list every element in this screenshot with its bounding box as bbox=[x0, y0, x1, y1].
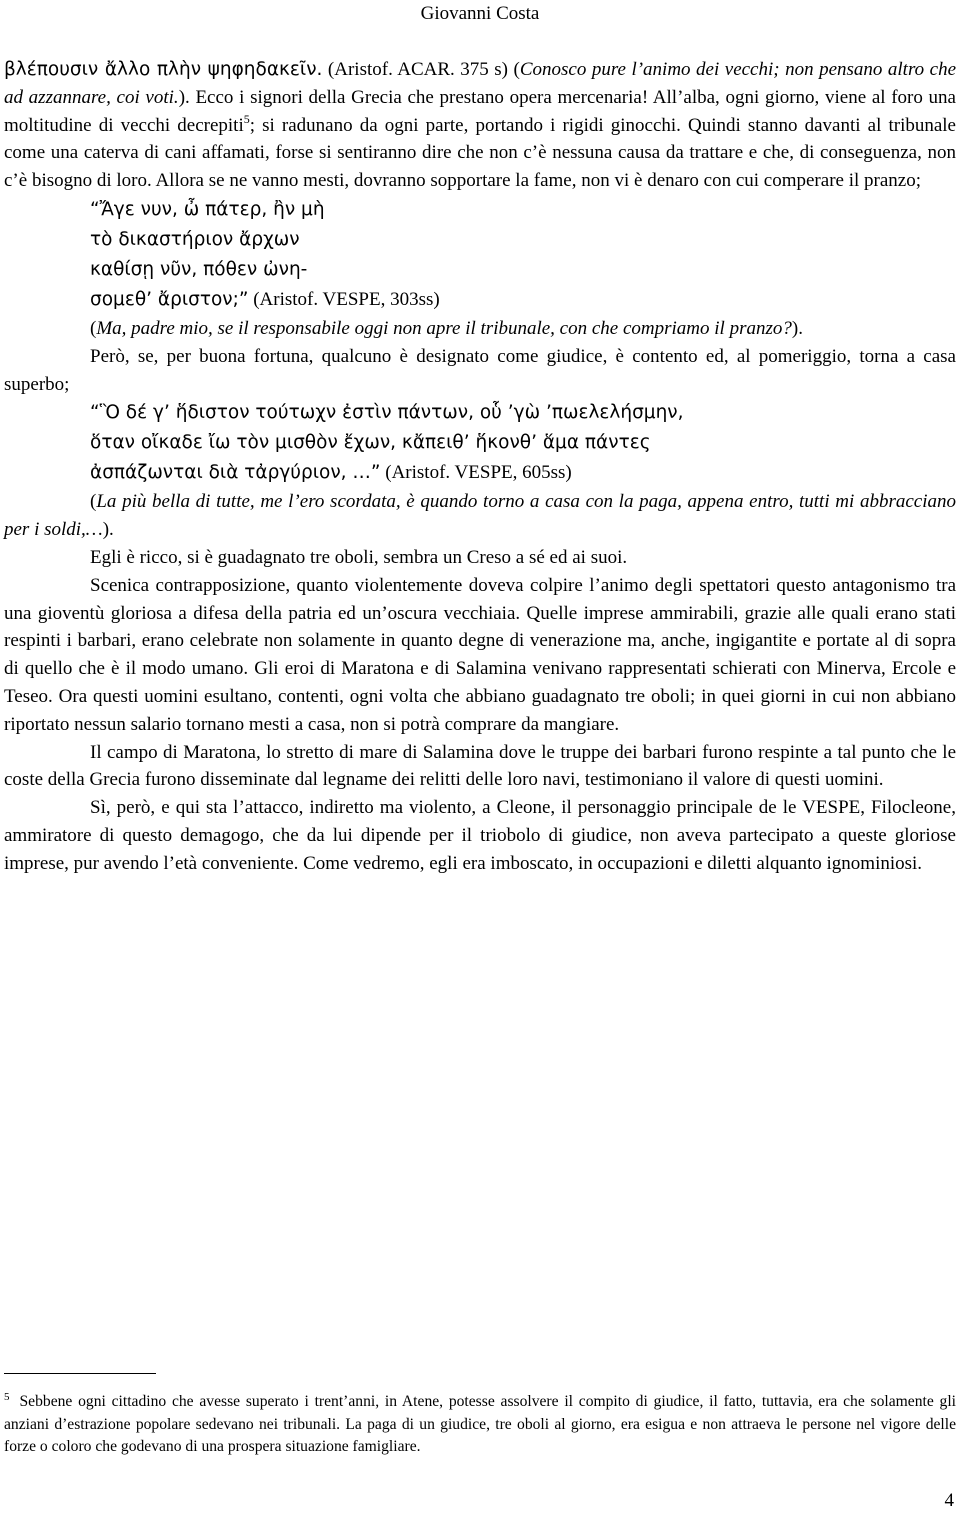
translation-paragraph: (Ma, padre mio, se il responsabile oggi non apre il tribunale, con che compriamo il pranzo?). bbox=[90, 317, 803, 339]
verse-line-with-citation bbox=[4, 285, 956, 315]
paragraph-text: ; si radunano da ogni parte, portando i rigidi ginocchi. Quindi stanno davanti al tribunale come una caterva di cani affamati, forse si sentiranno dire che non c’è nessuna causa da trattare e che, di conseguenza, non c’è bisogno di loro. Allora se ne vanno mesti, dovranno sopportare la fame, non vi è denaro con cui comperare il pranzo; bbox=[4, 114, 956, 192]
footnote bbox=[4, 1391, 956, 1459]
verse-line: τὸ δικαστήριον ἄρχων bbox=[90, 228, 300, 250]
citation-vespe-303: (Aristof. VESPE, 303ss) bbox=[248, 288, 440, 310]
running-header: Giovanni Costa bbox=[420, 3, 540, 24]
verse-line-with-citation bbox=[4, 458, 956, 488]
translation-paragraph: (La più bella di tutte, me l’ero scordata, è quando torno a casa con la paga, appena entro, tutti mi abbracciano per i soldi,…). bbox=[4, 491, 956, 541]
paragraph: Egli è ricco, si è guadagnato tre oboli, sembra un Creso a sé ed ai suoi. bbox=[90, 546, 628, 568]
verse-line: “Ἄγε νυν, ὦ πάτερ, ἢν μὴ bbox=[90, 198, 325, 220]
paragraph: Però, se, per buona fortuna, qualcuno è designato come giudice, è contento ed, al pomeriggio, torna a casa superbo; bbox=[4, 345, 956, 395]
italic-translation-vespe-303: Ma, padre mio, se il responsabile oggi non apre il tribunale, con che compriamo il pranzo? bbox=[96, 317, 792, 339]
footnote-mark: 5 bbox=[4, 1391, 10, 1403]
paragraph-opening bbox=[4, 56, 956, 195]
italic-translation-acarnesi: Conosco pure l’animo dei vecchi; non pensano altro che ad azzannare, coi voti. bbox=[4, 59, 957, 108]
greek-verse-block bbox=[4, 195, 956, 315]
paragraph: Scenica contrapposizione, quanto violentemente doveva colpire l’animo degli spettatori questo antagonismo tra una gioventù gloriosa a difesa della patria ed un’oscura vecchiaia. Quelle imprese ammirabili, grazie alle quali erano stati respinti i barbari, erano celebrate non solamente in quanto degne di venerazione ma, anche, ingigantite e portate al di sopra di quello che è il modo umano. Gli eroi di Maratona e di Salamina venivano rappresentati schierati con Minerva, Ercole e Teseo. Ora questi uomini esultano, contenti, ogni volta che abbiano guadagnato tre oboli; in quei giorni in cui non abbiano riportato nessun salario tornano mesti a casa, non si potrà comprare da mangiare. bbox=[4, 574, 956, 735]
citation-vespe-605: (Aristof. VESPE, 605ss) bbox=[380, 462, 572, 484]
greek-verse-block bbox=[4, 398, 956, 488]
verse-text: σομεθ’ ἄριστον;” bbox=[90, 288, 249, 310]
paragraph: Sì, però, e qui sta l’attacco, indiretto ma violento, a Cleone, il personaggio principale de le VESPE, Filocleone, ammiratore di questo demagogo, che da lui dipende per il triobolo di giudice, non aveva partecipato a queste gloriose imprese, pur avendo l’età conveniente. Come vedremo, egli era imboscato, in occupazioni e diletti alquanto ignominiosi. bbox=[4, 797, 956, 874]
footnote-text: Sebbene ogni cittadino che avesse superato i trent’anni, in Atene, potesse assolvere il compito di giudice, il fatto, tuttavia, era che solamente gli anziani d’estrazione popolare sedevano nei tribunali. La paga di un giudice, tre oboli al giorno, era esigua e non attraeva le persone nel vigore delle forze o coloro che godevano di una prospera situazione famigliare. bbox=[4, 1393, 956, 1456]
verse-line: “Ὃ δέ γ’ ἥδιστον τούτωχν ἐστὶν πάντων, οὗ ’γὼ ’πωελελήσμην, bbox=[90, 402, 684, 424]
verse-line: καθίσῃ νῦν, πόθεν ὠνη- bbox=[90, 258, 308, 280]
citation-acarnesi: (Aristof. ACAR. 375 s) ( bbox=[322, 59, 520, 80]
verse-text: ἀσπάζωνται διὰ τἀργύριον, …” bbox=[90, 462, 381, 484]
paragraph: Il campo di Maratona, lo stretto di mare di Salamina dove le truppe dei barbari furono respinte a tal punto che le coste della Grecia furono disseminate dal legname dei relitti delle loro navi, testimoniano il valore di questi uomini. bbox=[4, 741, 956, 791]
footnote-separator bbox=[4, 1373, 156, 1374]
page-number: 4 bbox=[944, 1490, 954, 1511]
paragraph-text: ). Ecco i signori della Grecia che prestano opera mercenaria! All’alba, ogni giorno, viene al foro una moltitudine di vecchi decrepiti bbox=[4, 86, 956, 136]
verse-line: ὅταν οἴκαδε ἴω τὸν μισθὸν ἔχων, κἄπειθ’ ἥκονθ’ ἅμα πάντες bbox=[90, 432, 651, 454]
italic-translation-vespe-605: La più bella di tutte, me l’ero scordata, è quando torno a casa con la paga, appena entro, tutti mi abbracciano per i soldi,… bbox=[4, 491, 956, 541]
footnote-reference[interactable]: 5 bbox=[243, 111, 250, 126]
greek-quote-acarnesi: βλέπουσιν ἄλλο πλὴν ψηφηδακεῖν. bbox=[4, 59, 323, 80]
